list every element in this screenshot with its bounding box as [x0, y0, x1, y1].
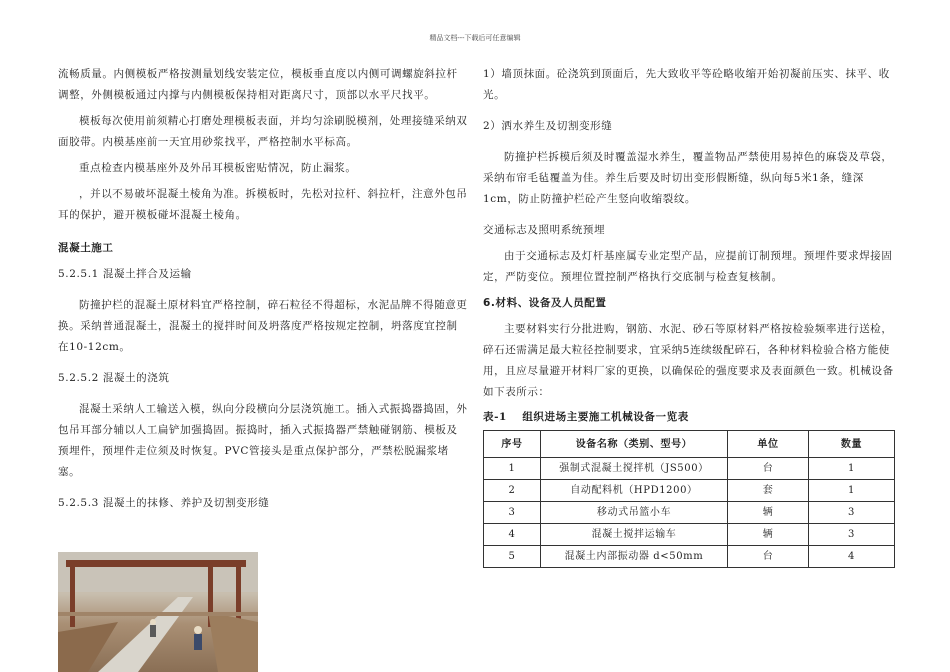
table-cell: 混凝土内部振动器 d<50mm — [541, 546, 728, 568]
column-header: 数量 — [809, 431, 895, 458]
table-row — [484, 524, 895, 546]
construction-photo — [58, 552, 258, 672]
column-header: 设备名称（类别、型号） — [541, 431, 728, 458]
paragraph: 防撞护栏的混凝土原材料宜严格控制，碎石粒径不得超标，水泥品牌不得随意更换。采纳普通混凝土，混凝土的搅拌时间及坍落度严格按规定控制，坍落度宜控制在10-12cm。 — [58, 299, 468, 353]
table-cell: 辆 — [728, 524, 809, 546]
list-item: 2）洒水养生及切割变形缝 — [483, 120, 613, 132]
paragraph: ，并以不易破坏混凝土棱角为准。拆模板时，先松对拉杆、斜拉杆，注意外包吊耳的保护，避开模板碰坏混凝土棱角。 — [58, 188, 468, 221]
subsection-heading: 5.2.5.3 混凝土的抹修、养护及切割变形缝 — [58, 497, 270, 509]
table-cell: 混凝土搅拌运输车 — [541, 524, 728, 546]
table-row — [484, 546, 895, 568]
table-row — [484, 458, 895, 480]
page-header: 精品文档---下载后可任意编辑 — [429, 34, 521, 42]
table-cell: 1 — [809, 458, 895, 480]
subsection-heading: 5.2.5.2 混凝土的浇筑 — [58, 372, 170, 384]
table-cell: 3 — [809, 502, 895, 524]
section-heading: 混凝土施工 — [58, 242, 114, 254]
paragraph: 1）墙顶抹面。砼浇筑到顶面后，先大致收平等砼略收缩开始初凝前压实、抹平、收光。 — [483, 68, 890, 101]
column-header: 单位 — [728, 431, 809, 458]
right-column — [483, 64, 895, 568]
equipment-table — [483, 430, 895, 568]
paragraph: 模板每次使用前须精心打磨处理模板表面，并均匀涂刷脱模剂，处理接缝采纳双面胶带。内模基座前一天宜用砂浆找平，严格控制水平标高。 — [58, 115, 468, 148]
table-cell: 2 — [484, 480, 541, 502]
paragraph: 由于交通标志及灯杆基座属专业定型产品，应提前订制预埋。预埋件要求焊接固定，严防变位。预埋位置控制严格执行交底制与检查复核制。 — [483, 250, 893, 283]
table-cell: 自动配料机（HPD1200） — [541, 480, 728, 502]
left-column — [58, 64, 468, 514]
table-cell: 1 — [809, 480, 895, 502]
table-header-row — [484, 431, 895, 458]
paragraph: 重点检查内模基座外及外吊耳模板密贴情况，防止漏浆。 — [79, 162, 357, 174]
table-cell: 强制式混凝土搅拌机（JS500） — [541, 458, 728, 480]
paragraph: 混凝土采纳人工输送入模，纵向分段横向分层浇筑施工。插入式振捣器捣固，外包吊耳部分辅以人工扁铲加强捣固。振捣时，插入式振捣器严禁触碰钢筋、模板及预埋件，预埋件走位须及时恢复。PVC管接头是重点保护部分，严禁松脱漏浆堵塞。 — [58, 403, 468, 478]
table-caption: 表-1 组织进场主要施工机械设备一览表 — [483, 411, 689, 423]
table-cell: 4 — [484, 524, 541, 546]
table-cell: 台 — [728, 458, 809, 480]
table-cell: 辆 — [728, 502, 809, 524]
table-cell: 套 — [728, 480, 809, 502]
paragraph: 流畅质量。内侧模板严格按测量划线安装定位，模板垂直度以内侧可调螺旋斜拉杆调整，外侧模板通过内撑与内侧模板保持相对距离尺寸，顶部以水平尺找平。 — [58, 68, 458, 101]
table-cell: 移动式吊篮小车 — [541, 502, 728, 524]
section-heading: 6.材料、设备及人员配置 — [483, 297, 607, 309]
table-cell: 1 — [484, 458, 541, 480]
table-cell: 3 — [809, 524, 895, 546]
paragraph: 主要材料实行分批进购，钢筋、水泥、砂石等原材料严格按检验频率进行送检，碎石还需满足最大粒径控制要求，宜采纳5连续级配碎石，各种材料检验合格方能使用，且应尽量避开材料厂家的更换，以确保砼的强度要求及表面颜色一致。机械设备如下表所示： — [483, 323, 894, 398]
table-row — [484, 480, 895, 502]
table-cell: 4 — [809, 546, 895, 568]
table-cell: 台 — [728, 546, 809, 568]
table-cell: 5 — [484, 546, 541, 568]
table-row — [484, 502, 895, 524]
column-header: 序号 — [484, 431, 541, 458]
table-cell: 3 — [484, 502, 541, 524]
subsection-heading: 交通标志及照明系统预埋 — [483, 224, 606, 236]
paragraph: 防撞护栏拆模后须及时覆盖湿水养生，覆盖物品严禁使用易掉色的麻袋及草袋，采纳布帘毛毡覆盖为佳。养生后要及时切出变形假断缝，纵向每5米1条，缝深1cm，防止防撞护栏砼产生竖向收缩裂纹。 — [483, 151, 893, 205]
subsection-heading: 5.2.5.1 混凝土拌合及运输 — [58, 268, 192, 280]
